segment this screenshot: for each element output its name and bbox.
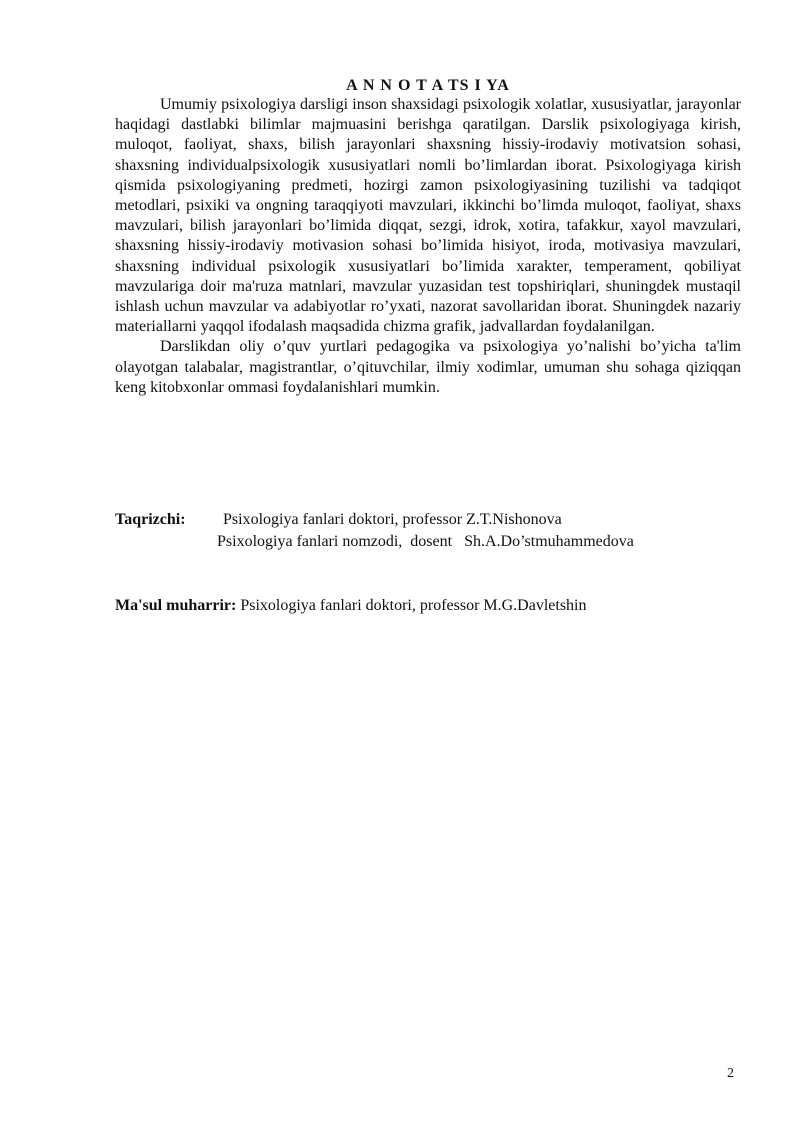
reviewers-block xyxy=(115,509,755,553)
reviewer-1: Psixologiya fanlari doktori, professor Z.T.Nishonova xyxy=(223,511,562,528)
reviewer-row-1 xyxy=(115,509,755,531)
editor-label: Ma'sul muharrir: xyxy=(115,597,237,614)
page-number: 2 xyxy=(727,1066,734,1081)
editor-block xyxy=(115,595,587,617)
reviewer-row-2 xyxy=(115,531,755,553)
reviewer-2: Psixologiya fanlari nomzodi, dosent Sh.A.Do’stmuhammedova xyxy=(217,533,634,550)
annotation-paragraph-2: Darslikdan oliy o’quv yurtlari pedagogika va psixologiya yo’nalishi bo’yicha ta'lim olayotgan talabalar, magistrantlar, o’qituvchilar, ilmiy xodimlar, umuman shu sohaga qiziqqan keng kitobxonlar ommasi foydalanishlari mumkin. xyxy=(115,338,741,396)
editor-name: Psixologiya fanlari doktori, professor M.G.Davletshin xyxy=(240,597,587,614)
annotation-title: A N N O T A TS I YA xyxy=(346,77,510,94)
annotation-section xyxy=(115,76,741,398)
annotation-paragraph-1: Umumiy psixologiya darsligi inson shaxsidagi psixologik xolatlar, xususiyatlar, jarayonlar haqidagi dastlabki bilimlar majmuasini berishga qaratilgan. Darslik psixologiyaga kirish, muloqot, faoliyat, shaxs, bilish jarayonlari shaxsning hissiy-irodaviy motivatsion sohasi, shaxsning individualpsixologik xususiyatlari nomli bo’limlardan iborat. Psixologiyaga kirish qismida psixologiyaning predmeti, hozirgi zamon psixologiyasining tuzilishi va tadqiqot metodlari, psixiki va ongning taraqqiyoti mavzulari, ikkinchi bo’limda muloqot, faoliyat, shaxs mavzulari, bilish jarayonlari bo’limida diqqat, sezgi, idrok, xotira, tafakkur, xayol mavzulari, shaxsning hissiy-irodaviy motivasion sohasi bo’limida hisiyot, iroda, motivasiya mavzulari, shaxsning individual psixologik xususiyatlari bo’limida xarakter, temperament, qobiliyat mavzulariga doir ma'ruza matnlari, mavzular yuzasidan test topshiriqlari, shuningdek mustaqil ishlash uchun mavzular va adabiyotlar ro’yxati, nazorat savollaridan iborat. Shuningdek nazariy materiallarni yaqqol ifodalash maqsadida chizma grafik, jadvallardan foydalanilgan. xyxy=(115,96,741,336)
reviewers-label: Taqrizchi: xyxy=(115,511,186,528)
